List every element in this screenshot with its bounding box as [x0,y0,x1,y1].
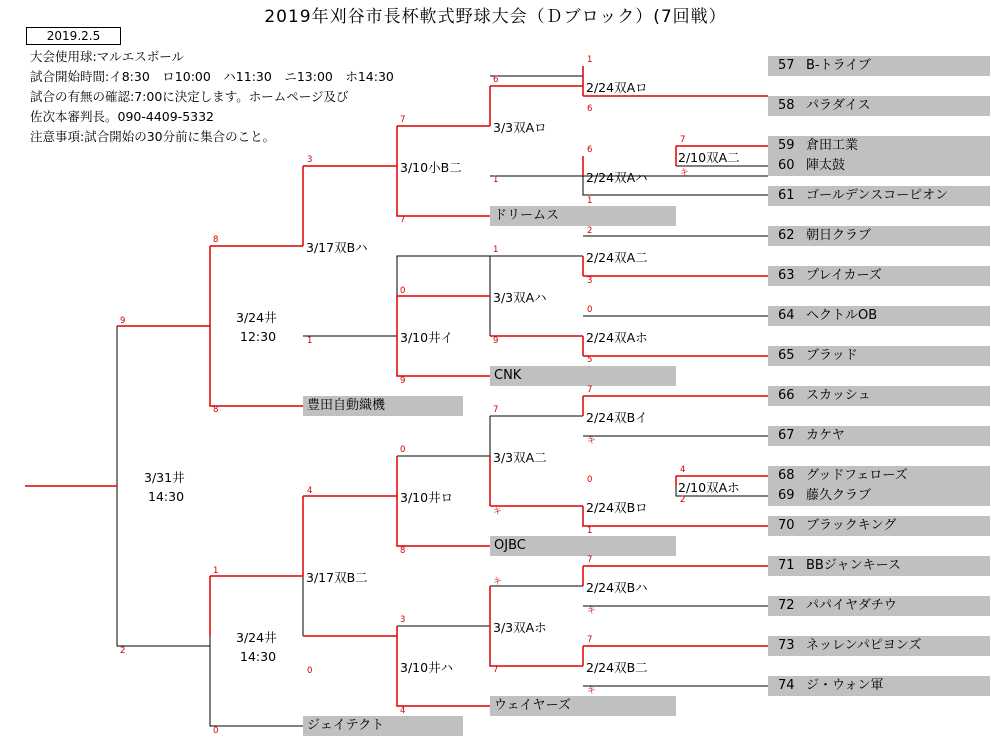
match-r6-0-date: 3/24井 [236,310,277,325]
page-title: 2019年刈谷市長杯軟式野球大会（Ｄブロック）(7回戦） [264,7,727,27]
score: 9 [493,336,499,346]
match-r2-4: 2/24双Bイ [586,410,648,425]
score: 0 [307,666,313,676]
score: 1 [213,566,219,576]
match-r2-1: 2/24双Aハ [586,170,648,185]
match-r5-1: 3/17双B二 [306,570,368,585]
match-r6-1-date: 3/24井 [236,630,277,645]
score: 1 [307,336,313,346]
team-65: 65 ブラッド [768,346,990,366]
score: キ [493,507,502,517]
score: 8 [213,235,219,245]
score: キ [587,686,596,696]
date-box: 2019.2.5 [26,27,121,45]
team-72: 72 パパイヤダチウ [768,596,990,616]
score: キ [587,436,596,446]
match-r2-5: 2/24双Bロ [586,500,648,515]
score: キ [587,606,596,616]
match-r6-0-time: 12:30 [240,329,277,344]
match-r4-2: 3/10井ロ [400,490,454,505]
score: キ [680,168,689,178]
score: 4 [400,706,406,716]
team-59: 59 倉田工業 [768,136,990,156]
score: 7 [493,405,499,415]
info-notice: 注意事項:試合開始の30分前に集合のこと。 [30,129,276,144]
seed-team-weyers: ウェイヤーズ [490,696,676,716]
match-r3-3: 3/3双Aホ [493,620,547,635]
score: 0 [400,445,406,455]
match-r3-0: 3/3双Aロ [493,120,547,135]
team-61: 61 ゴールデンスコーピオン [768,186,990,206]
team-63: 63 プレイカーズ [768,266,990,286]
info-start-times: 試合開始時間:イ8:30 ロ10:00 ハ11:30 ニ13:00 ホ14:30 [30,69,394,84]
match-r2-6: 2/24双Bハ [586,580,648,595]
seed-team-toyota: 豊田自動織機 [303,396,463,416]
team-64: 64 ヘクトルOB [768,306,990,326]
score: 0 [587,475,593,485]
match-r2-2: 2/24双A二 [586,250,648,265]
match-r3-2: 3/3双A二 [493,450,547,465]
score: 7 [680,135,686,145]
match-r5-0: 3/17双Bハ [306,240,368,255]
score: 6 [493,75,499,85]
match-r1-1: 2/10双Aホ [678,480,740,495]
team-71: 71 BBジャンキース [768,556,990,576]
score: 4 [680,465,686,475]
match-r2-3: 2/24双Aホ [586,330,648,345]
team-70: 70 ブラックキング [768,516,990,536]
score: 8 [400,546,406,556]
score: 3 [307,155,313,165]
team-66: 66 スカッシュ [768,386,990,406]
match-final-time: 14:30 [148,489,185,504]
score: 1 [493,175,499,185]
match-r4-0: 3/10小B二 [400,160,462,175]
score: 9 [400,376,406,386]
score: 4 [307,486,313,496]
score: 0 [587,305,593,315]
score: キ [493,577,502,587]
seed-team-cnk: CNK [490,366,676,386]
score: 0 [213,726,219,736]
match-r2-0: 2/24双Aロ [586,80,648,95]
team-60: 60 陣太鼓 [768,156,990,176]
team-74: 74 ジ・ウォン軍 [768,676,990,696]
score: 3 [587,276,593,286]
score: 7 [587,635,593,645]
score: 9 [120,316,126,326]
match-final-date: 3/31井 [144,470,185,485]
score: 6 [587,145,593,155]
match-r6-1-time: 14:30 [240,649,277,664]
score: 5 [587,355,593,365]
score: 7 [587,555,593,565]
seed-team-ojbc: OJBC [490,536,676,556]
team-69: 69 藤久クラブ [768,486,990,506]
team-68: 68 グッドフェローズ [768,466,990,486]
score: 0 [400,286,406,296]
seed-team-dreams: ドリームス [490,206,676,226]
match-r4-3: 3/10井ハ [400,660,454,675]
info-ball: 大会使用球:マルエスボール [30,49,184,64]
score: 1 [587,196,593,206]
score: 2 [680,495,686,505]
score: 6 [587,104,593,114]
score: 1 [493,245,499,255]
team-57: 57 B-トライブ [768,56,990,76]
score: 7 [587,385,593,395]
score: 1 [587,526,593,536]
match-r3-1: 3/3双Aハ [493,290,547,305]
team-73: 73 ネッレンパピヨンズ [768,636,990,656]
score: 2 [120,646,126,656]
team-58: 58 パラダイス [768,96,990,116]
score: 3 [400,615,406,625]
seed-team-jtekt: ジェイテクト [303,716,463,736]
team-67: 67 カケヤ [768,426,990,446]
score: 7 [400,215,406,225]
score: 8 [213,405,219,415]
team-62: 62 朝日クラブ [768,226,990,246]
info-confirm: 試合の有無の確認:7:00に決定します。ホームページ及び [30,89,349,104]
match-r4-1: 3/10井イ [400,330,454,345]
match-r1-0: 2/10双A二 [678,150,740,165]
match-r2-7: 2/24双B二 [586,660,648,675]
info-umpire: 佐次本審判長。090-4409-5332 [30,109,215,124]
score: 7 [400,115,406,125]
score: 2 [587,226,593,236]
score: 7 [493,665,499,675]
score: 1 [587,55,593,65]
